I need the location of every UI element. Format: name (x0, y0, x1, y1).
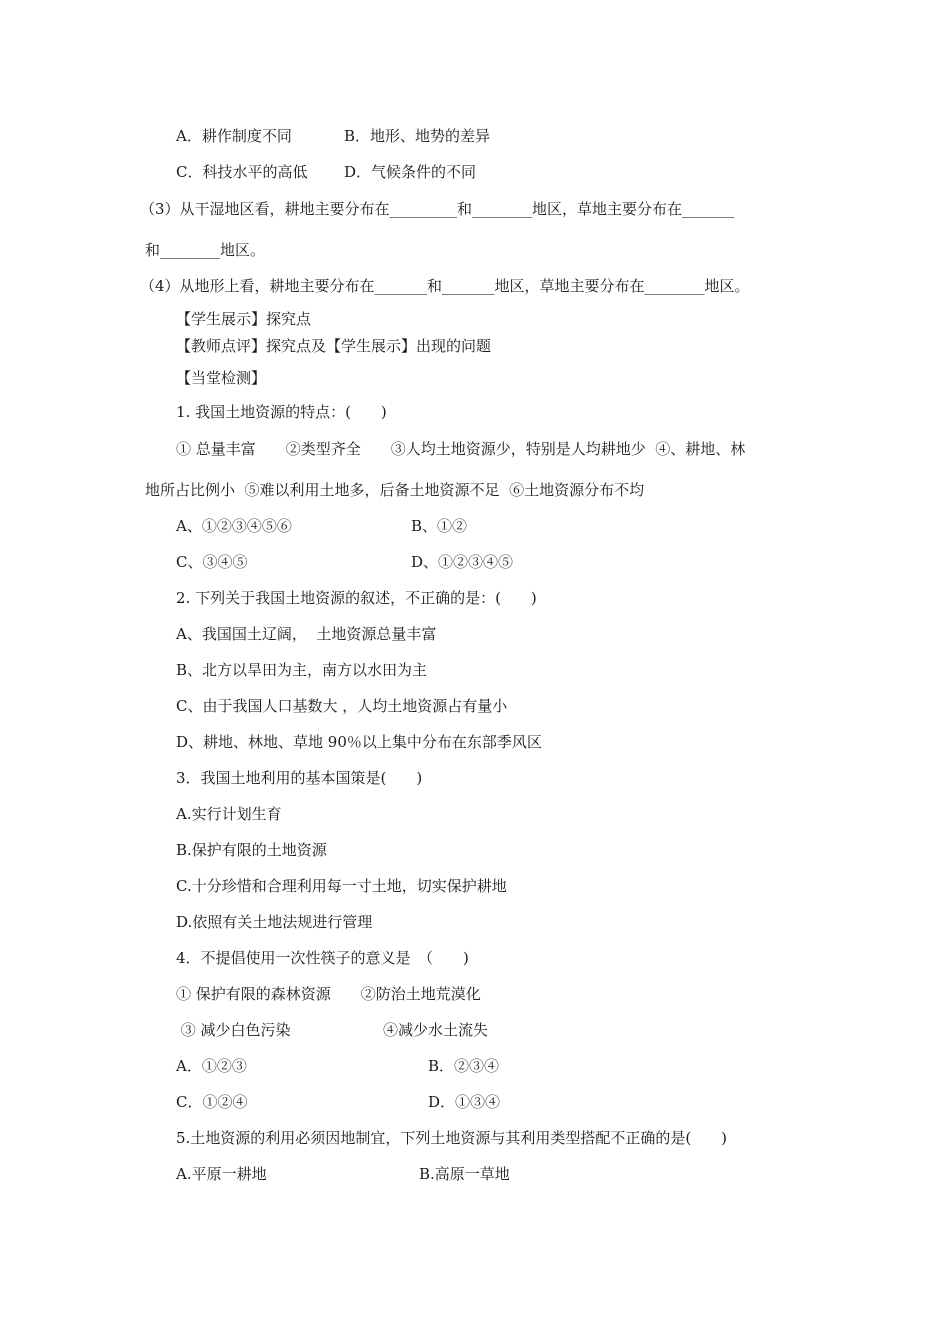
q3-option-d: D.依照有关土地法规进行管理 (176, 913, 373, 931)
option-b: B．地形、地势的差异 (344, 127, 491, 145)
q5-option-a: A.平原一耕地 (176, 1165, 267, 1183)
q2-option-b: B、北方以旱田为主，南方以水田为主 (176, 661, 428, 679)
question-3-line-2: 和________地区。 (145, 241, 266, 259)
q5-option-b: B.高原一草地 (419, 1165, 510, 1183)
question-3-line-1: （3）从干湿地区看，耕地主要分布在_________和________地区，草地主要分布在_______ (140, 200, 735, 218)
q4-item-3: ③ 减少白色污染 (176, 1021, 291, 1039)
q1-option-a: A、①②③④⑤⑥ (176, 517, 292, 535)
test-question-4: 4．不提倡使用一次性筷子的意义是 （ ) (176, 949, 469, 967)
q2-option-c: C、由于我国人口基数大 ，人均土地资源占有量小 (176, 697, 508, 715)
option-c: C．科技水平的高低 (176, 163, 308, 181)
section-teacher-review: 【教师点评】探究点及【学生展示】出现的问题 (176, 337, 492, 355)
q4-option-a: A．①②③ (176, 1057, 247, 1075)
q3-option-b: B.保护有限的土地资源 (176, 841, 327, 859)
section-class-test: 【当堂检测】 (176, 369, 267, 387)
q4-option-d: D．①③④ (428, 1093, 501, 1111)
q3-option-c: C.十分珍惜和合理利用每一寸土地，切实保护耕地 (176, 877, 507, 895)
q4-item-4: ④减少水土流失 (383, 1021, 489, 1039)
q4-option-b: B．②③④ (428, 1057, 500, 1075)
q1-option-c: C、③④⑤ (176, 553, 248, 571)
q4-option-c: C．①②④ (176, 1093, 248, 1111)
q2-option-a: A、我国国土辽阔， 土地资源总量丰富 (176, 625, 437, 643)
test-question-1-items: ① 总量丰富 ②类型齐全 ③人均土地资源少，特别是人均耕地少 ④、耕地、林 (176, 440, 746, 458)
q4-items-1: ① 保护有限的森林资源 ②防治土地荒漠化 (176, 985, 481, 1003)
test-question-2: 2. 下列关于我国土地资源的叙述，不正确的是：( ) (176, 589, 537, 607)
test-question-1-items-cont: 地所占比例小 ⑤难以利用土地多，后备土地资源不足 ⑥土地资源分布不均 (145, 481, 645, 499)
option-a: A．耕作制度不同 (176, 127, 292, 145)
question-4-line: （4）从地形上看，耕地主要分布在_______和_______地区，草地主要分布在________地区。 (140, 277, 750, 295)
section-student-show: 【学生展示】探究点 (176, 310, 312, 328)
q1-option-d: D、①②③④⑤ (411, 553, 514, 571)
test-question-3: 3．我国土地利用的基本国策是( ) (176, 769, 423, 787)
q1-option-b: B、①② (411, 517, 468, 535)
test-question-1: 1. 我国土地资源的特点：( ) (176, 403, 387, 421)
option-d: D．气候条件的不同 (344, 163, 477, 181)
q2-option-d: D、耕地、林地、草地 90％以上集中分布在东部季风区 (176, 733, 542, 751)
test-question-5: 5.土地资源的利用必须因地制宜，下列土地资源与其利用类型搭配不正确的是( ) (176, 1129, 728, 1147)
q3-option-a: A.实行计划生育 (176, 805, 282, 823)
